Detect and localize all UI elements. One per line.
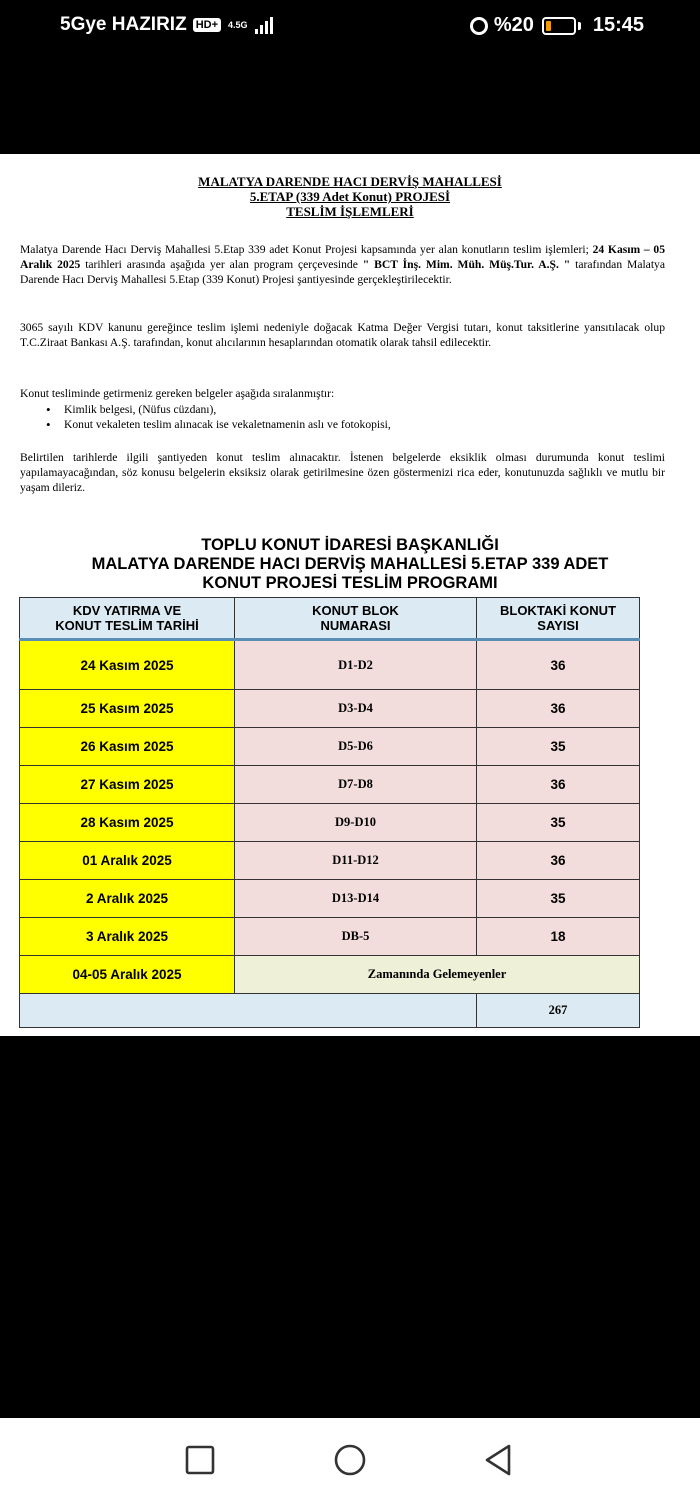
cell-date: 27 Kasım 2025 (20, 766, 235, 804)
signal-icon (255, 16, 273, 34)
table-header-row (20, 598, 640, 640)
cell-date: 26 Kasım 2025 (20, 728, 235, 766)
table-row (20, 804, 640, 842)
cell-count: 35 (477, 804, 640, 842)
doc-title-line: TESLİM İŞLEMLERİ (286, 204, 414, 219)
recent-apps-icon[interactable] (183, 1443, 217, 1477)
required-docs-intro: Konut tesliminde getirmeniz gereken belgeler aşağıda sıralanmıştır: (20, 387, 335, 400)
program-title-line: MALATYA DARENDE HACI DERVİŞ MAHALLESİ 5.ETAP 339 ADET (91, 555, 609, 573)
cell-date: 25 Kasım 2025 (20, 690, 235, 728)
table-row (20, 640, 640, 690)
carrier-name: 5Gye HAZIRIZ (60, 14, 187, 35)
program-title (0, 536, 700, 593)
program-title-line: KONUT PROJESİ TESLİM PROGRAMI (202, 574, 498, 592)
list-item: • Konut vekaleten teslim alınacak ise vekaletnamenin aslı ve fotokopisi, (20, 417, 665, 432)
delivery-schedule-table (19, 597, 640, 1028)
cell-block: D13-D14 (235, 880, 477, 918)
doc-title-line: 5.ETAP (339 Adet Konut) PROJESİ (249, 189, 451, 204)
cell-date: 24 Kasım 2025 (20, 640, 235, 690)
header-date: KDV YATIRMA VE KONUT TESLİM TARİHİ (20, 598, 235, 640)
table-row (20, 842, 640, 880)
cell-count: 36 (477, 842, 640, 880)
cell-date: 28 Kasım 2025 (20, 804, 235, 842)
table-row-late (20, 956, 640, 994)
table-row (20, 918, 640, 956)
cell-count: 35 (477, 728, 640, 766)
alarm-icon (470, 17, 488, 35)
status-left (60, 14, 273, 36)
table-row (20, 766, 640, 804)
status-right (470, 14, 644, 37)
document-page (0, 154, 700, 1036)
navigation-bar (0, 1418, 700, 1499)
cell-block: DB-5 (235, 918, 477, 956)
required-docs-list (20, 402, 665, 432)
battery-icon (542, 17, 576, 35)
status-bar (0, 0, 700, 52)
header-count: BLOKTAKİ KONUT SAYISI (477, 598, 640, 640)
cell-count: 36 (477, 690, 640, 728)
cell-date: 2 Aralık 2025 (20, 880, 235, 918)
cell-block: D5-D6 (235, 728, 477, 766)
paragraph-kdv: 3065 sayılı KDV kanunu gereğince teslim işlemi nedeniyle doğacak Katma Değer Vergisi tutarı, konut taksitlerine yansıtılacak olup T.C.Ziraat Bankası A.Ş. tarafından, konut alıcılarının hesaplarından otomatik olarak tahsil edilecektir. (20, 321, 665, 349)
clock: 15:45 (592, 14, 644, 36)
cell-block: D1-D2 (235, 640, 477, 690)
table-row (20, 690, 640, 728)
program-title-line: TOPLU KONUT İDARESİ BAŞKANLIĞI (201, 536, 499, 554)
network-type: 4.5G (228, 19, 248, 30)
table-row-total (20, 994, 640, 1028)
cell-total: 267 (477, 994, 640, 1028)
cell-late-label: Zamanında Gelemeyenler (235, 956, 640, 994)
cell-count: 18 (477, 918, 640, 956)
document-title-block (0, 174, 700, 219)
cell-date: 04-05 Aralık 2025 (20, 956, 235, 994)
cell-total-empty (20, 994, 477, 1028)
hd-badge: HD+ (193, 18, 221, 32)
doc-title-line: MALATYA DARENDE HACI DERVİŞ MAHALLESİ (198, 174, 502, 189)
paragraph-required-docs (20, 386, 665, 432)
battery-percent: %20 (493, 14, 534, 36)
cell-block: D7-D8 (235, 766, 477, 804)
cell-block: D9-D10 (235, 804, 477, 842)
home-icon[interactable] (333, 1443, 367, 1477)
table-row (20, 880, 640, 918)
header-block: KONUT BLOK NUMARASI (235, 598, 477, 640)
list-item: • Kimlik belgesi, (Nüfus cüzdanı), (20, 402, 665, 417)
cell-date: 01 Aralık 2025 (20, 842, 235, 880)
cell-block: D11-D12 (235, 842, 477, 880)
cell-block: D3-D4 (235, 690, 477, 728)
cell-count: 36 (477, 766, 640, 804)
paragraph-schedule: Malatya Darende Hacı Derviş Mahallesi 5.Etap 339 adet Konut Projesi kapsamında yer alan konutların teslim işlemleri; 24 Kasım – 05 Aralık 2025 tarihleri arasında aşağıda yer alan program çerçevesinde " BCT İnş. Mim. Müh. Müş.Tur. A.Ş. " tarafından Malatya Darende Hacı Derviş Mahallesi 5.Etap (339 Konut) Projesi şantiyesinde gerçekleştirilecektir. (20, 243, 665, 286)
table-row (20, 728, 640, 766)
cell-date: 3 Aralık 2025 (20, 918, 235, 956)
paragraph-closing: Belirtilen tarihlerde ilgili şantiyeden konut teslim alınacaktır. İstenen belgelerde eksiklik olması durumunda konut teslimi yapılamayacağından, söz konusu belgelerin eksiksiz olarak getirilmesine özen göstermenizi rica eder, konutunuzda sağlıklı ve mutlu bir yaşam dileriz. (20, 451, 665, 494)
back-icon[interactable] (482, 1443, 516, 1477)
cell-count: 35 (477, 880, 640, 918)
cell-count: 36 (477, 640, 640, 690)
